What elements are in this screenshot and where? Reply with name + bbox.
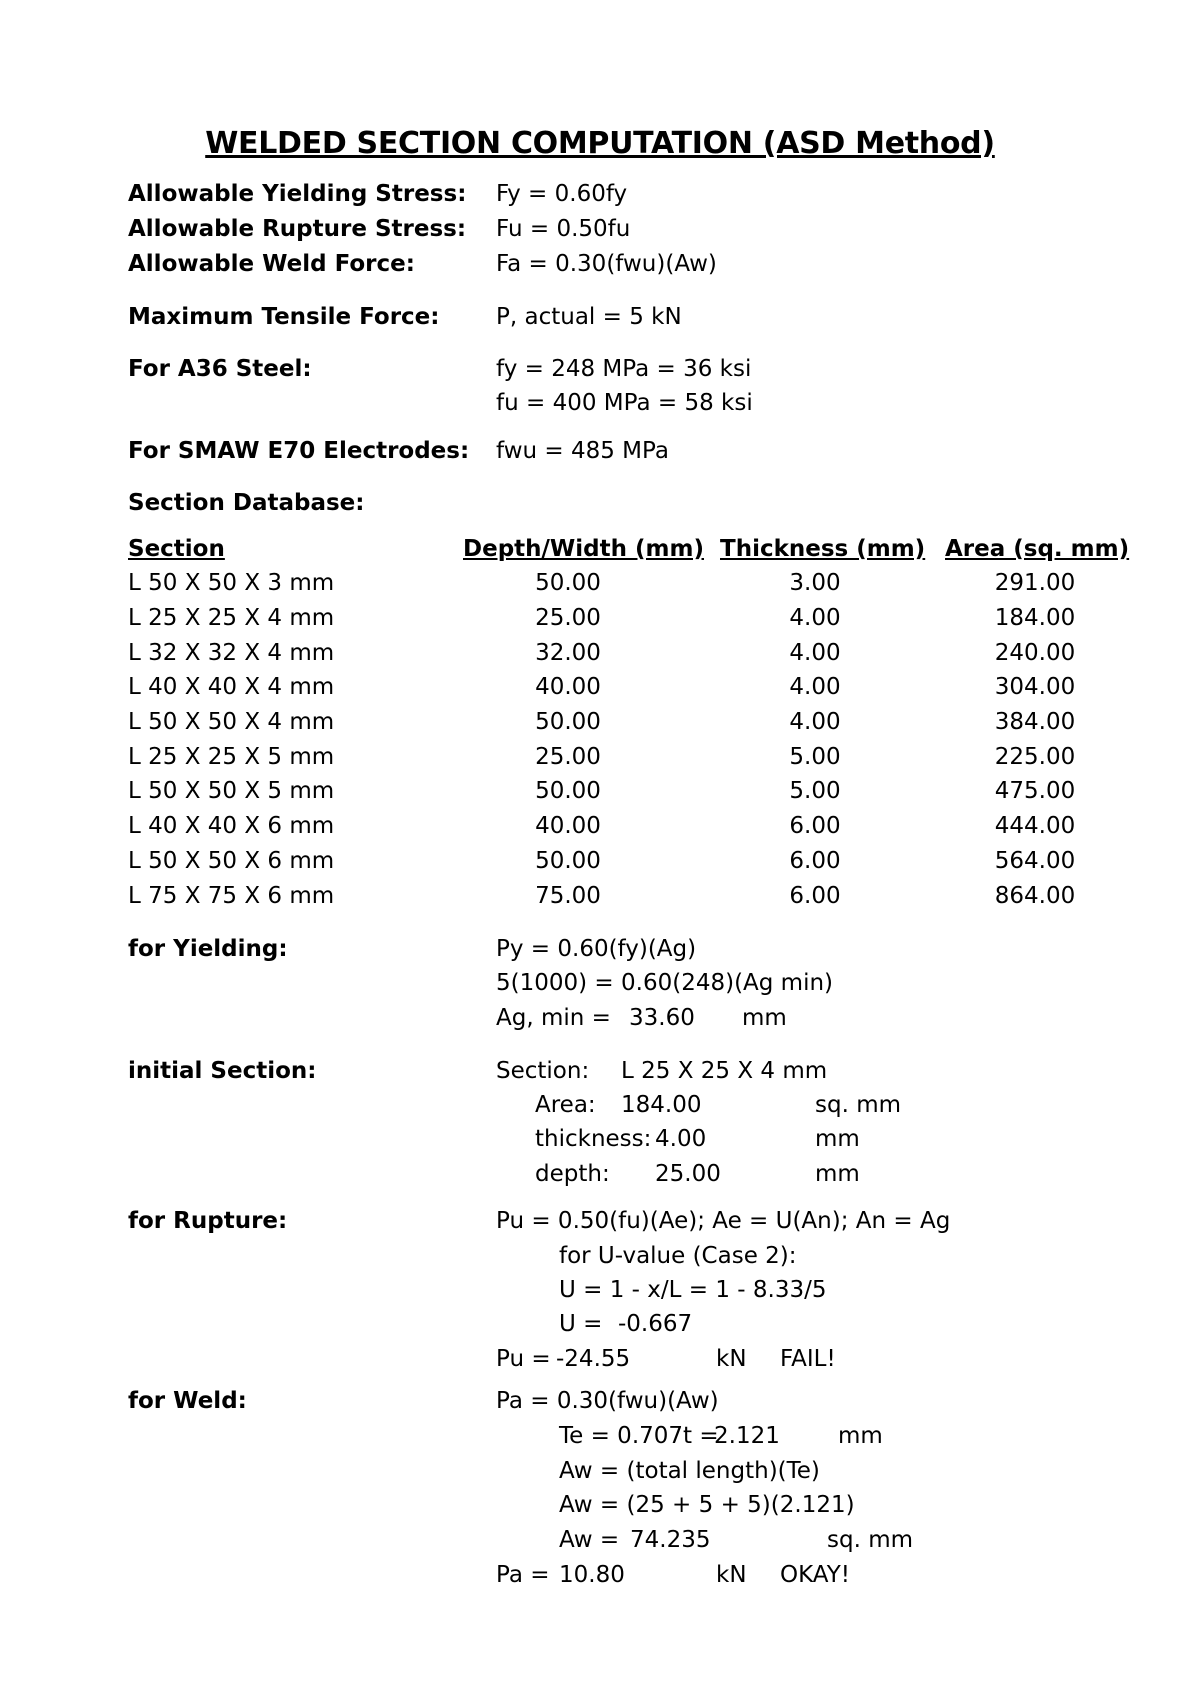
cell-section: L 75 X 75 X 6 mm — [128, 883, 335, 909]
initial-area-unit: sq. mm — [815, 1092, 902, 1118]
rupture-label: for Rupture: — [128, 1208, 288, 1234]
initial-section-caption: Section: — [496, 1058, 590, 1084]
pu-label: Pu = — [496, 1346, 551, 1372]
cell-depth: 25.00 — [535, 744, 601, 770]
cell-area: 240.00 — [994, 640, 1076, 666]
cell-depth: 50.00 — [535, 848, 601, 874]
steel-fy-value: fy = 248 MPa = 36 ksi — [496, 356, 752, 382]
cell-depth: 40.00 — [535, 674, 601, 700]
allowable-weld-label: Allowable Weld Force: — [128, 251, 415, 277]
yielding-substitution: 5(1000) = 0.60(248)(Ag min) — [496, 970, 834, 996]
aw-label: Aw = — [559, 1527, 620, 1553]
column-header-section: Section — [128, 536, 225, 562]
cell-thickness: 5.00 — [789, 778, 841, 804]
cell-thickness: 5.00 — [789, 744, 841, 770]
ag-min-unit: mm — [742, 1005, 787, 1031]
aw-value: 74.235 — [630, 1527, 711, 1553]
te-value: 2.121 — [714, 1423, 780, 1449]
initial-area-label: Area: — [535, 1092, 596, 1118]
max-force-value: P, actual = 5 kN — [496, 304, 682, 330]
cell-thickness: 4.00 — [789, 674, 841, 700]
column-header-thickness: Thickness (mm) — [720, 536, 926, 562]
initial-thickness-value: 4.00 — [655, 1126, 707, 1152]
u-value-formula: U = 1 - x/L = 1 - 8.33/5 — [559, 1277, 827, 1303]
electrode-value: fwu = 485 MPa — [496, 438, 669, 464]
cell-depth: 25.00 — [535, 605, 601, 631]
allowable-yielding-label: Allowable Yielding Stress: — [128, 181, 467, 207]
pa-label: Pa = — [496, 1562, 550, 1588]
te-unit: mm — [838, 1423, 883, 1449]
cell-depth: 50.00 — [535, 778, 601, 804]
rupture-formula: Pu = 0.50(fu)(Ae); Ae = U(An); An = Ag — [496, 1208, 951, 1234]
allowable-rupture-label: Allowable Rupture Stress: — [128, 216, 467, 242]
cell-section: L 40 X 40 X 4 mm — [128, 674, 335, 700]
allowable-weld-value: Fa = 0.30(fwu)(Aw) — [496, 251, 717, 277]
cell-depth: 32.00 — [535, 640, 601, 666]
allowable-rupture-value: Fu = 0.50fu — [496, 216, 631, 242]
cell-section: L 25 X 25 X 4 mm — [128, 605, 335, 631]
cell-area: 384.00 — [994, 709, 1076, 735]
te-label: Te = 0.707t = — [559, 1423, 719, 1449]
pu-value: -24.55 — [556, 1346, 631, 1372]
allowable-yielding-value: Fy = 0.60fy — [496, 181, 628, 207]
cell-thickness: 6.00 — [789, 883, 841, 909]
cell-area: 184.00 — [994, 605, 1076, 631]
steel-label: For A36 Steel: — [128, 356, 312, 382]
cell-area: 864.00 — [994, 883, 1076, 909]
yielding-formula: Py = 0.60(fy)(Ag) — [496, 936, 697, 962]
cell-depth: 50.00 — [535, 709, 601, 735]
column-header-depth: Depth/Width (mm) — [463, 536, 704, 562]
cell-thickness: 6.00 — [789, 848, 841, 874]
pu-unit: kN — [716, 1346, 747, 1372]
cell-section: L 40 X 40 X 6 mm — [128, 813, 335, 839]
cell-depth: 40.00 — [535, 813, 601, 839]
max-force-label: Maximum Tensile Force: — [128, 304, 440, 330]
ag-min-label: Ag, min = — [496, 1005, 611, 1031]
initial-depth-unit: mm — [815, 1161, 860, 1187]
initial-thickness-label: thickness: — [535, 1126, 652, 1152]
initial-depth-value: 25.00 — [655, 1161, 721, 1187]
initial-section-label: initial Section: — [128, 1058, 317, 1084]
cell-area: 564.00 — [994, 848, 1076, 874]
cell-thickness: 4.00 — [789, 640, 841, 666]
aw-unit: sq. mm — [827, 1527, 914, 1553]
initial-depth-label: depth: — [535, 1161, 610, 1187]
cell-section: L 50 X 50 X 3 mm — [128, 570, 335, 596]
initial-section-value: L 25 X 25 X 4 mm — [621, 1058, 828, 1084]
pa-value: 10.80 — [559, 1562, 625, 1588]
cell-depth: 50.00 — [535, 570, 601, 596]
cell-area: 475.00 — [994, 778, 1076, 804]
cell-thickness: 3.00 — [789, 570, 841, 596]
ag-min-value: 33.60 — [629, 1005, 695, 1031]
pa-unit: kN — [716, 1562, 747, 1588]
cell-area: 225.00 — [994, 744, 1076, 770]
u-value-label: U = — [559, 1311, 603, 1337]
initial-area-value: 184.00 — [621, 1092, 702, 1118]
section-database-label: Section Database: — [128, 490, 365, 516]
aw-substitution: Aw = (25 + 5 + 5)(2.121) — [559, 1492, 855, 1518]
cell-section: L 25 X 25 X 5 mm — [128, 744, 335, 770]
initial-thickness-unit: mm — [815, 1126, 860, 1152]
rupture-status-badge: FAIL! — [780, 1346, 836, 1372]
column-header-area: Area (sq. mm) — [945, 536, 1130, 562]
aw-formula: Aw = (total length)(Te) — [559, 1458, 820, 1484]
cell-depth: 75.00 — [535, 883, 601, 909]
cell-area: 291.00 — [994, 570, 1076, 596]
yielding-label: for Yielding: — [128, 936, 288, 962]
cell-section: L 50 X 50 X 5 mm — [128, 778, 335, 804]
u-value-result: -0.667 — [618, 1311, 693, 1337]
weld-label: for Weld: — [128, 1388, 247, 1414]
electrode-label: For SMAW E70 Electrodes: — [128, 438, 470, 464]
page-title: WELDED SECTION COMPUTATION (ASD Method) — [205, 126, 995, 161]
cell-section: L 50 X 50 X 6 mm — [128, 848, 335, 874]
cell-area: 304.00 — [994, 674, 1076, 700]
cell-thickness: 6.00 — [789, 813, 841, 839]
weld-status-badge: OKAY! — [780, 1562, 850, 1588]
steel-fu-value: fu = 400 MPa = 58 ksi — [496, 390, 753, 416]
cell-thickness: 4.00 — [789, 605, 841, 631]
cell-thickness: 4.00 — [789, 709, 841, 735]
cell-section: L 32 X 32 X 4 mm — [128, 640, 335, 666]
weld-formula: Pa = 0.30(fwu)(Aw) — [496, 1388, 719, 1414]
cell-area: 444.00 — [994, 813, 1076, 839]
cell-section: L 50 X 50 X 4 mm — [128, 709, 335, 735]
u-value-heading: for U-value (Case 2): — [559, 1243, 797, 1269]
